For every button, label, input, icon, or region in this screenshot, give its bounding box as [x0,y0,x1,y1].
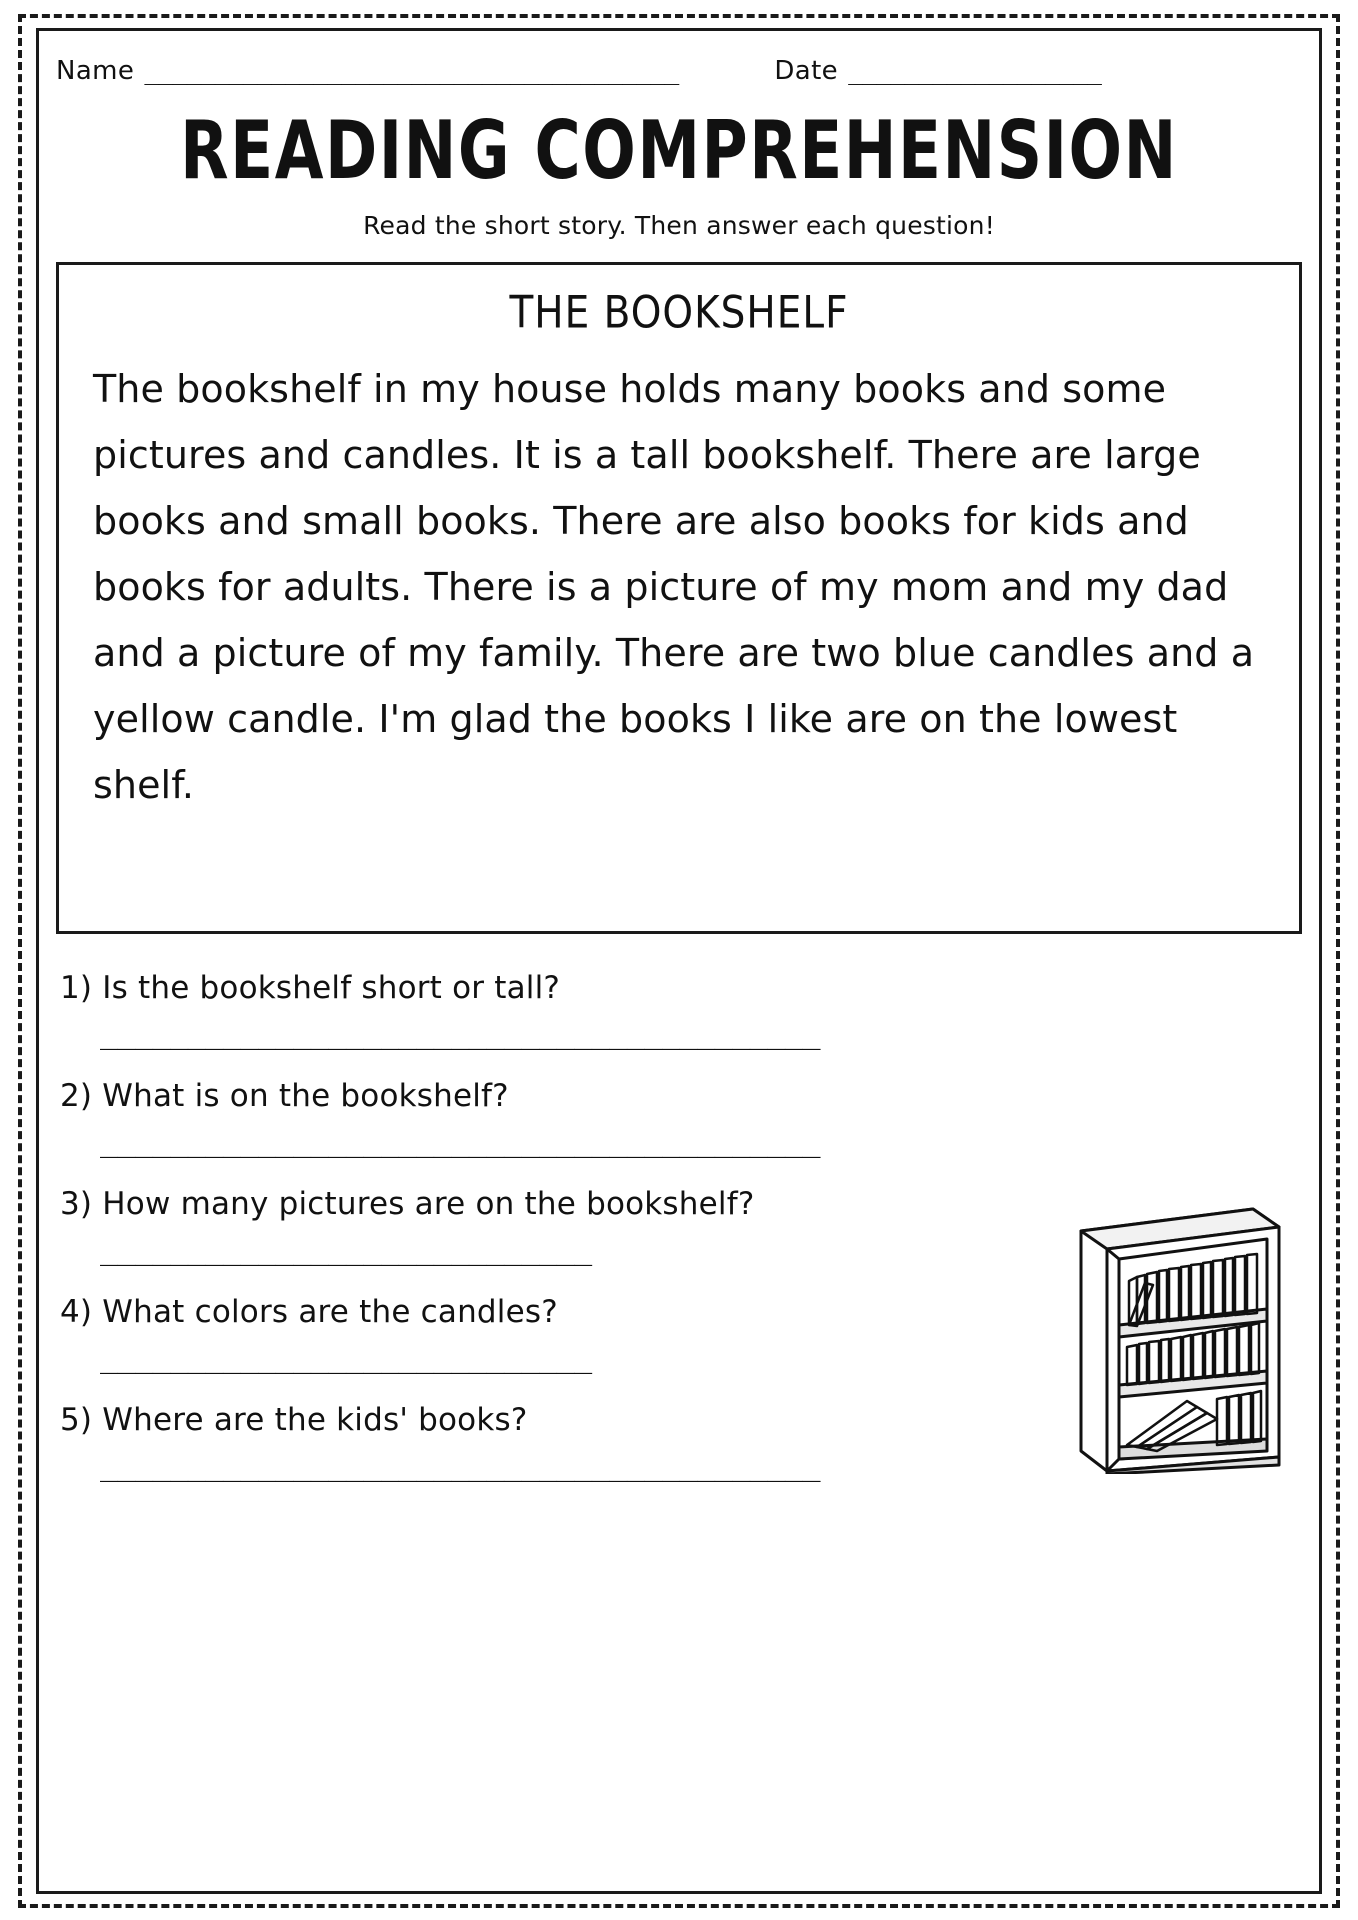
answer-line-2[interactable]: _________________________________________ [100,1124,821,1159]
question-label-2: What is on the bookshelf? [102,1078,509,1114]
question-number-5: 5) [60,1402,93,1438]
question-item-2 [56,1070,1302,1168]
question-label-4: What colors are the candles? [102,1294,558,1330]
question-number-4: 4) [60,1294,93,1330]
question-number-3: 3) [60,1186,93,1222]
question-label-3: How many pictures are on the bookshelf? [102,1186,755,1222]
page-title: READING COMPREHENSION [180,104,1178,198]
page-subtitle: Read the short story. Then answer each question! [363,211,995,240]
question-text-1 [56,962,1302,1014]
question-item-1 [56,962,1302,1060]
answer-line-4[interactable]: ____________________________ [100,1340,592,1375]
bookshelf-icon [1067,1199,1292,1474]
name-label: Name [56,56,135,86]
date-label: Date [774,56,839,86]
name-date-row [56,56,1302,86]
name-input-line[interactable]: ______________________________________ [144,56,679,85]
date-input-line[interactable]: __________________ [848,56,1101,85]
answer-line-3[interactable]: ____________________________ [100,1232,592,1267]
questions-list [56,962,1302,1492]
question-label-1: Is the bookshelf short or tall? [102,970,561,1006]
question-number-1: 1) [60,970,93,1006]
answer-line-1[interactable]: _________________________________________ [100,1016,821,1051]
answer-line-5[interactable]: _________________________________________ [100,1448,821,1483]
worksheet-content [56,44,1302,1880]
story-title: THE BOOKSHELF [509,287,849,339]
question-label-5: Where are the kids' books? [102,1402,528,1438]
story-box [56,262,1302,934]
story-text: The bookshelf in my house holds many books and some pictures and candles. It is a tall bookshelf. There are large books and small books. There are also books for kids and books for adults. There is a picture of my mom and my dad and a picture of my family. There are two blue candles and a yellow candle. I'm glad the books I like are on the lowest shelf. [93,367,1255,807]
question-number-2: 2) [60,1078,93,1114]
question-text-2 [56,1070,1302,1122]
